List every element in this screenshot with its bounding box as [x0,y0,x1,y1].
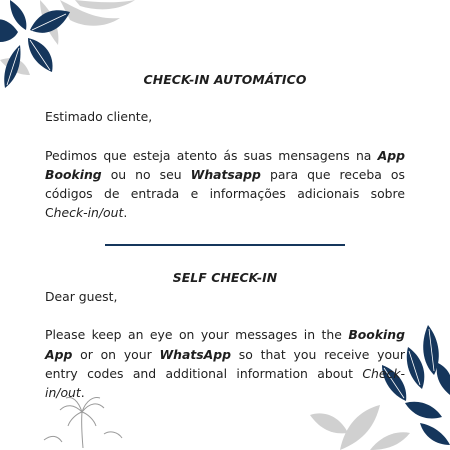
en-text-1: Please keep an eye on your messages in the [45,327,342,343]
pt-whatsapp: Whatsapp [190,166,261,182]
pt-checkin: heck-in/out [53,205,124,221]
pt-paragraph [45,146,405,223]
en-heading: SELF CHECK-IN [172,269,278,285]
en-text-3: so that you receive your entry codes and additional information about [45,346,405,381]
pt-heading: CHECK-IN AUTOMÁTICO [143,72,307,87]
pt-text-1: Pedimos que esteja atento ás suas mensagens na [45,147,372,163]
en-paragraph [45,325,405,402]
pt-greeting: Estimado cliente, [45,109,153,125]
en-whatsapp: WhatsApp [159,346,231,362]
section-divider [105,244,345,246]
en-text-2: or on your [80,346,152,362]
notice-content [45,70,405,403]
pt-text-4: . [123,205,128,221]
en-greeting: Dear guest, [45,289,118,305]
pt-text-3: para que receba os códigos de entrada e informações adicionais sobre C [45,166,405,221]
pt-text-2: ou no seu [110,166,182,182]
en-checkin: Check-in/out [45,365,405,401]
en-booking-app: Booking App [45,327,405,362]
pt-app-booking: App Booking [45,147,405,182]
en-text-4: . [80,385,85,401]
